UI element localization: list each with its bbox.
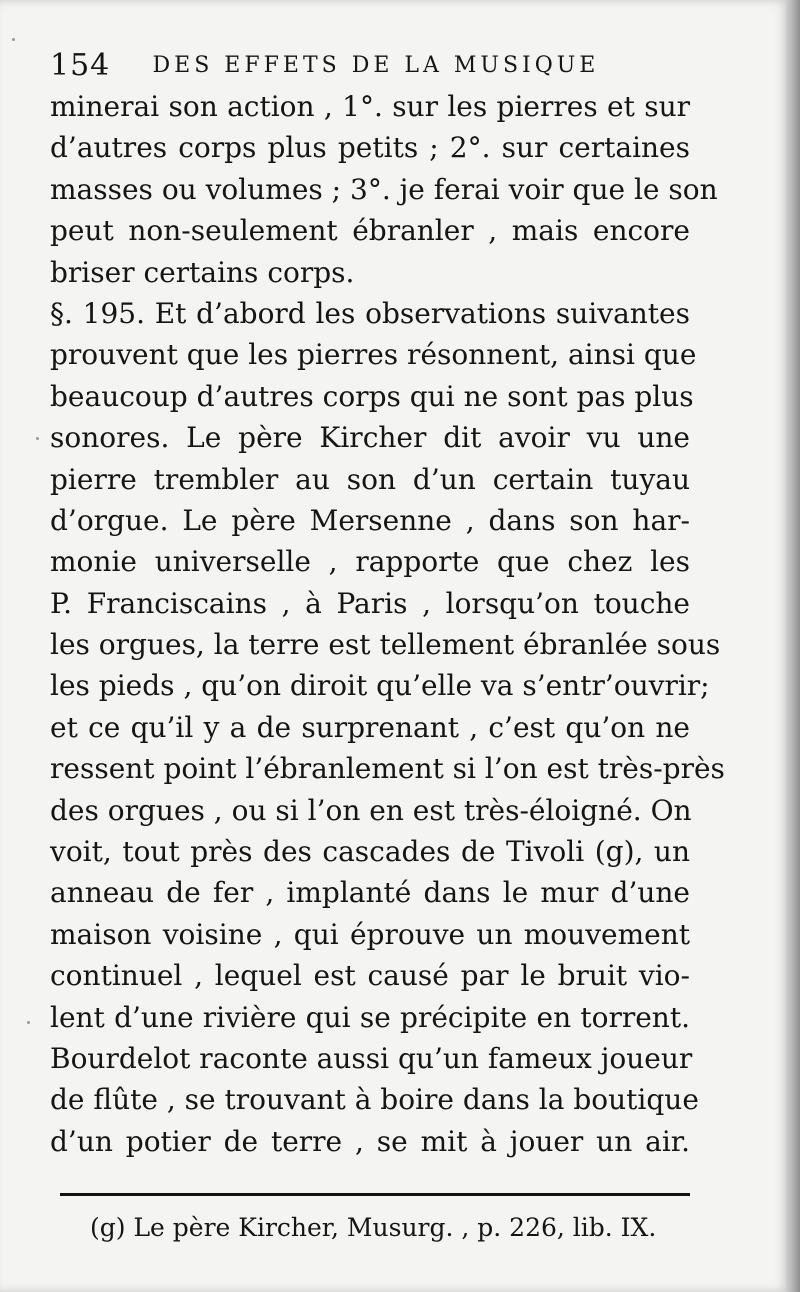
- text-line: d’orgue. Le père Mersenne , dans son har-: [50, 503, 690, 537]
- text-line: beaucoup d’autres corps qui ne sont pas plus: [50, 379, 694, 413]
- text-line: minerai son action , 1°. sur les pierres et sur: [50, 90, 690, 123]
- text-line: maison voisine , qui éprouve un mouvement: [50, 917, 690, 951]
- text-line: peut non-seulement ébranler , mais encore: [50, 214, 690, 248]
- ink-speck: [27, 1021, 30, 1024]
- text-line: sonores. Le père Kircher dit avoir vu une: [50, 421, 690, 455]
- page-edge: [786, 0, 800, 1292]
- ink-speck: [36, 437, 39, 440]
- text-line: continuel , lequel est causé par le bruit vio-: [50, 959, 690, 993]
- text-line: les pieds , qu’on diroit qu’elle va s’entr’ouvrir;: [50, 669, 710, 703]
- page-header: [50, 48, 700, 88]
- text-line: masses ou volumes ; 3°. je ferai voir que le son: [50, 172, 718, 206]
- text-line: pierre trembler au son d’un certain tuyau: [50, 462, 690, 496]
- text-line: §. 195. Et d’abord les observations suivantes: [50, 296, 690, 330]
- text-line: Bourdelot raconte aussi qu’un fameux joueur: [50, 1041, 693, 1075]
- text-line: briser certains corps.: [50, 255, 355, 289]
- text-line: voit, tout près des cascades de Tivoli (g), un: [50, 835, 690, 869]
- text-line: et ce qu’il y a de surprenant , c’est qu’on ne: [50, 710, 690, 744]
- text-line: d’autres corps plus petits ; 2°. sur certaines: [50, 131, 690, 165]
- text-line: prouvent que les pierres résonnent, ainsi que: [50, 338, 697, 372]
- running-head: DES EFFETS DE LA MUSIQUE: [152, 53, 600, 78]
- body-text: [50, 86, 725, 1162]
- text-line: anneau de fer , implanté dans le mur d’une: [50, 876, 690, 910]
- text-line: P. Franciscains , à Paris , lorsqu’on touche: [50, 586, 690, 620]
- text-line: de flûte , se trouvant à boire dans la boutique: [50, 1083, 699, 1117]
- text-line: des orgues , ou si l’on en est très-éloigné. On: [50, 793, 692, 827]
- footnote: (g) Le père Kircher, Musurg. , p. 226, lib. IX.: [90, 1213, 657, 1242]
- text-line: monie universelle , rapporte que chez les: [50, 545, 690, 579]
- ink-speck: [12, 38, 15, 41]
- page-number: 154: [50, 48, 111, 83]
- text-line: lent d’une rivière qui se précipite en torrent.: [50, 1000, 690, 1034]
- text-line: d’un potier de terre , se mit à jouer un air.: [50, 1124, 690, 1158]
- text-line: les orgues, la terre est tellement ébranlée sous: [50, 628, 721, 662]
- text-line: ressent point l’ébranlement si l’on est très-près: [50, 752, 725, 786]
- footnote-rule: [60, 1193, 690, 1196]
